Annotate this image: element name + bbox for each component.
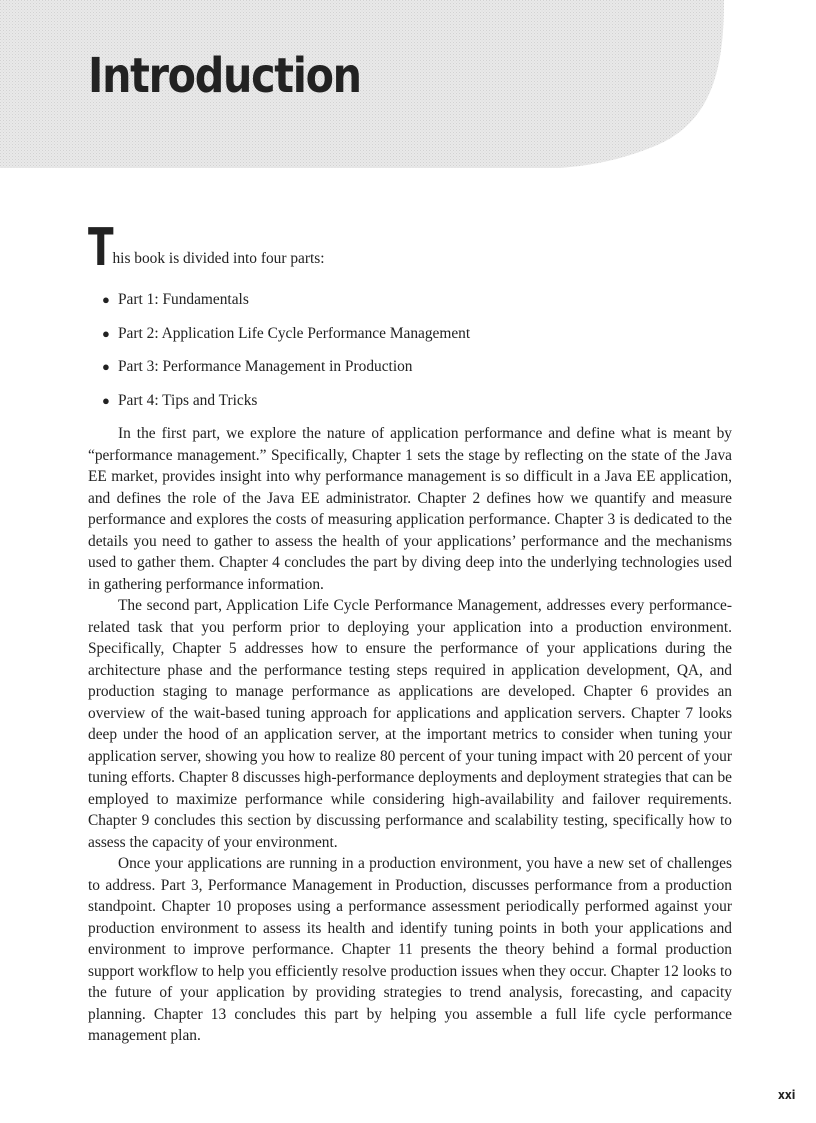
paragraph-part-two: The second part, Application Life Cycle Performance Management, addresses every performance-related task that you perform prior to deploying your application into a production environment. Specifically, Chapter 5 addresses how to ensure the performance of your applications during the architecture phase and the performance testing steps required in application development, QA, and production staging to manage performance as applications are developed. Chapter 6 provides an overview of the wait-based tuning approach for applications and application servers. Chapter 7 looks deep under the hood of an application server, at the important metrics to consider when tuning your application server, showing you how to realize 80 percent of your tuning impact with 20 percent of your tuning efforts. Chapter 8 discusses high-performance deployments and deployment strategies that can be employed to maximize performance while considering high-availability and failover requirements. Chapter 9 concludes this section by discussing performance and scalability testing, specifically how to assess the capacity of your environment.	[88, 597, 732, 851]
parts-list	[88, 289, 732, 412]
paragraph-part-three: Once your applications are running in a production environment, you have a new set of challenges to address. Part 3, Performance Management in Production, discusses performance from a production standpoint. Chapter 10 proposes using a performance assessment periodically performed against your production environment to assess its health and identify tuning points in both your applications and environment to improve performance. Chapter 11 presents the theory behind a formal production support workflow to help you efficiently resolve production issues when they occur. Chapter 12 looks to the future of your application by providing strategies to trend analysis, forecasting, and capacity planning. Chapter 13 concludes this part by helping you assemble a full life cycle performance management plan.	[88, 855, 732, 1044]
intro-sentence	[88, 218, 732, 279]
drop-cap: T	[88, 218, 114, 278]
page-number: xxi	[778, 1087, 796, 1102]
paragraph-part-one: In the first part, we explore the nature of application performance and define what is meant by “performance management.” Specifically, Chapter 1 sets the stage by reflecting on the state of the Java EE market, provides insight into why performance management is so difficult in a Java EE application, and defines the role of the Java EE administrator. Chapter 2 defines how we quantify and measure performance and explores the costs of measuring application performance. Chapter 3 is dedicated to the details you need to gather to assess the health of your applications’ performance and the mechanisms used to gather them. Chapter 4 concludes the part by diving deep into the underlying technologies used in gathering performance information.	[88, 425, 732, 593]
chapter-title: Introduction	[88, 48, 361, 104]
list-item-text: Part 1: Fundamentals	[118, 291, 249, 308]
intro-text: his book is divided into four parts:	[112, 250, 325, 267]
bullet-icon: ●	[102, 325, 110, 341]
page-content	[88, 218, 732, 1047]
list-item-text: Part 2: Application Life Cycle Performance Management	[118, 324, 471, 342]
bullet-icon: ●	[102, 359, 110, 374]
list-item	[88, 390, 732, 412]
list-item-text: Part 3: Performance Management in Production	[118, 358, 413, 375]
list-item	[88, 356, 732, 378]
bullet-icon: ●	[102, 392, 110, 408]
list-item	[88, 289, 732, 311]
bullet-icon: ●	[102, 292, 110, 307]
list-item-text: Part 4: Tips and Tricks	[118, 391, 258, 409]
list-item	[88, 323, 732, 345]
